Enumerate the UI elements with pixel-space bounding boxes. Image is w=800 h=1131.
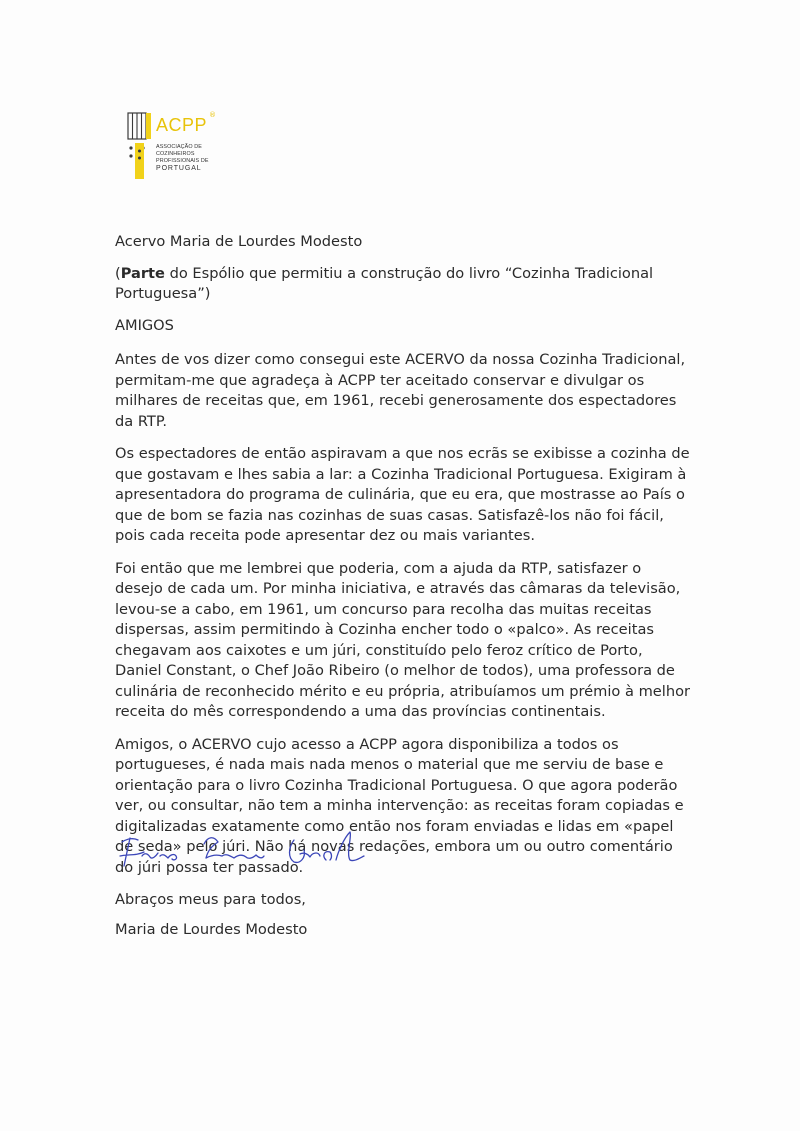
- paragraph-3: Foi então que me lembrei que poderia, com a ajuda da RTP, satisfazer o desejo de cada um. Por minha iniciativa, e através das câmaras da televisão, levou-se a cabo, em 1961, um concurso para recolha das muitas receitas dispersas, assim permitindo à Cozinha encher todo o «palco». As receitas chegavam aos caixotes e um júri, constituído pelo feroz crítico de Porto, Daniel Constant, o Chef João Ribeiro (o melhor de todos), uma professora de culinária de reconhecido mérito e eu própria, atribuíamos um prémio à melhor receita do mês correspondendo a uma das províncias continentais.: [115, 559, 691, 720]
- logo-line-3: PROFISSIONAIS DE: [156, 158, 209, 164]
- logo-registered-mark: ®: [209, 111, 216, 119]
- paragraph-4: Amigos, o ACERVO cujo acesso a ACPP agora disponibiliza a todos os portugueses, é nada mais nada menos o material que me serviu de base e orientação para o livro Cozinha Tradicional Portuguesa. O que agora poderão ver, ou consultar, não tem a minha intervenção: as receitas foram copiadas e digitalizadas exatamente como então nos foram enviadas e lidas em «papel de seda» pelo júri. Não há novas redações, embora um ou outro comentário do júri possa ter passado.: [115, 735, 684, 876]
- logo-line-1: ASSOCIAÇÃO DE: [156, 144, 202, 150]
- logo-wordmark: ACPP: [156, 115, 208, 135]
- salutation: AMIGOS: [115, 316, 174, 334]
- subtitle-bold-word: Parte: [120, 264, 165, 282]
- paragraph-1: Antes de vos dizer como consegui este ACERVO da nossa Cozinha Tradicional, permitam-me que agradeça à ACPP ter aceitado conservar e divulgar os milhares de receitas que, em 1961, recebi generosamente dos espectadores da RTP.: [115, 351, 686, 430]
- signer-name: Maria de Lourdes Modesto: [115, 920, 308, 938]
- letter-title: Acervo Maria de Lourdes Modesto: [115, 233, 363, 250]
- letter-subtitle: [115, 264, 690, 305]
- acpp-logo: [124, 110, 234, 185]
- logo-line-4: PORTUGAL: [156, 165, 202, 172]
- paragraph-2: Os espectadores de então aspiravam a que nos ecrãs se exibisse a cozinha de que gostavam e lhes sabia a lar: a Cozinha Tradicional Portuguesa. Exigiram à apresentadora do programa de culinária, que eu era, que mostrasse ao País o que de bom se fazia nas cozinhas de suas casas. Satisfazê-los não foi fácil, pois cada receita pode apresentar dez ou mais variantes.: [115, 445, 690, 544]
- logo-line-2: COZINHEIROS: [156, 151, 195, 157]
- chef-hat-icon: [124, 110, 154, 182]
- logo-subtitle: [156, 144, 209, 172]
- handwritten-signature: [118, 826, 368, 876]
- closing-line: Abraços meus para todos,: [115, 891, 306, 908]
- subtitle-rest: do Espólio que permitiu a construção do livro “Cozinha Tradicional Portuguesa”): [115, 264, 654, 302]
- paren-open: (: [115, 264, 121, 282]
